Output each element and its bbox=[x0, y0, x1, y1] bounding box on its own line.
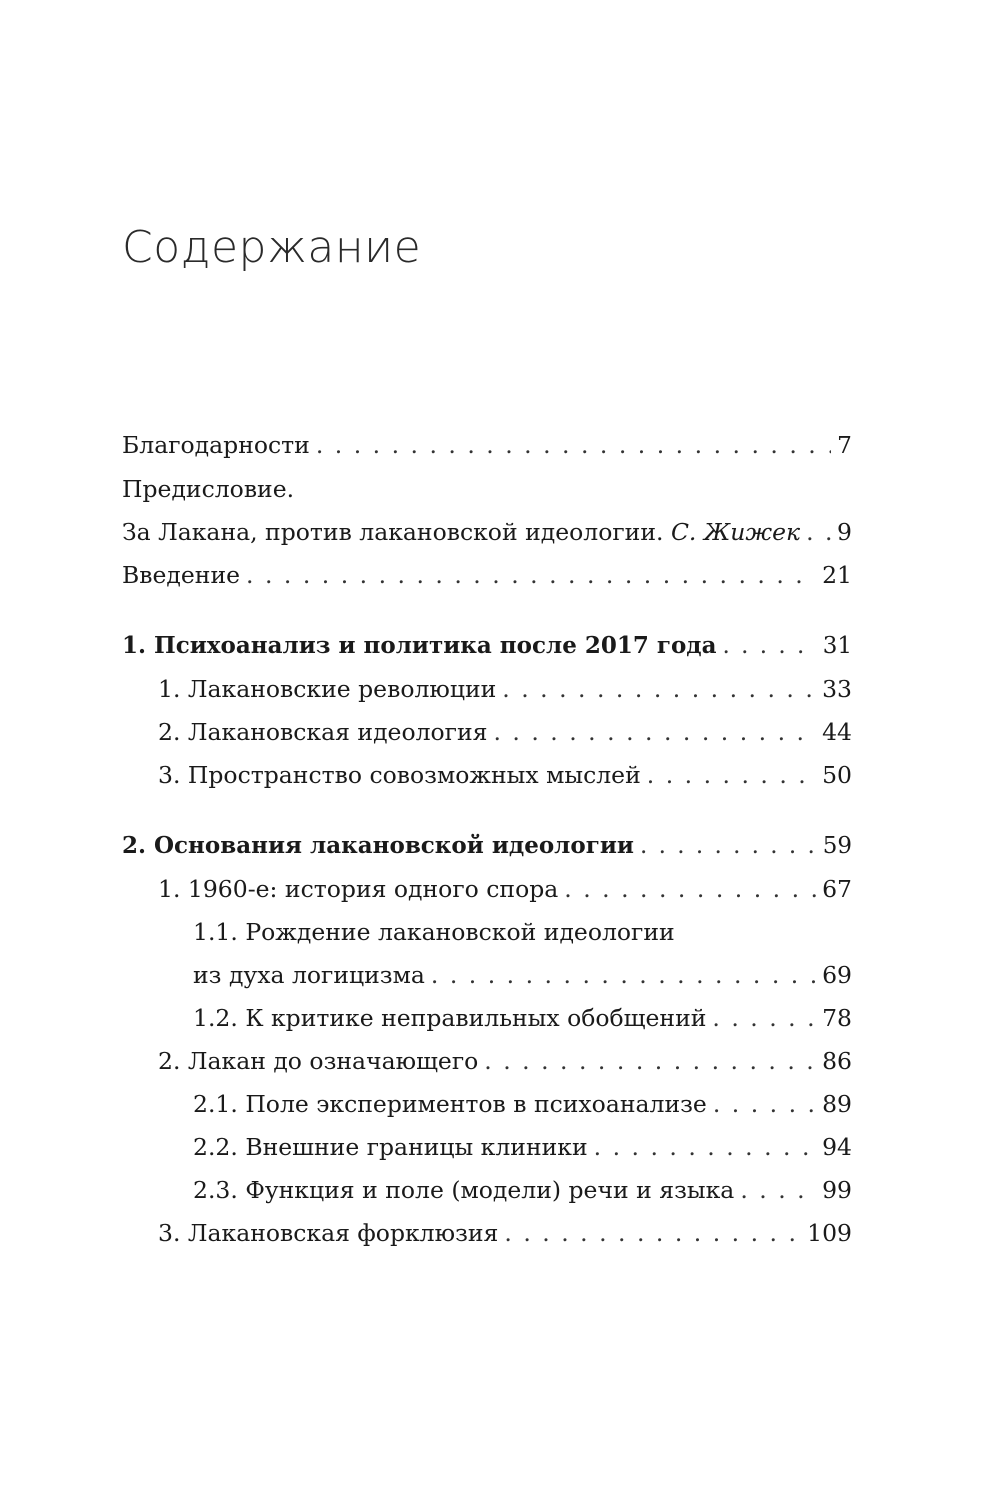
dot-leader bbox=[504, 1216, 801, 1250]
toc-subsection-2-1-1-line1: 1.1. Рождение лакановской идеологии bbox=[193, 918, 675, 946]
preface-author: С. Жижек bbox=[670, 518, 801, 546]
toc-page-number: 89 bbox=[822, 1090, 852, 1118]
toc-entry-acknowledgements[interactable] bbox=[122, 428, 852, 462]
toc-entry-label: 1. 1960-е: история одного спора bbox=[158, 875, 559, 903]
preface-title: За Лакана, против лакановской идеологии. bbox=[122, 518, 664, 546]
dot-leader bbox=[431, 958, 816, 992]
toc-section-1-2[interactable] bbox=[158, 715, 852, 749]
toc-chapter-2[interactable] bbox=[122, 829, 852, 863]
page-title: Содержание bbox=[122, 222, 422, 273]
toc-entry-label: 2. Лакан до означающего bbox=[158, 1047, 479, 1075]
toc-page-number: 44 bbox=[822, 718, 852, 746]
toc-page-number: 7 bbox=[837, 431, 852, 459]
toc-entry-label: 2.2. Внешние границы клиники bbox=[193, 1133, 588, 1161]
toc-chapter-1[interactable] bbox=[122, 629, 852, 663]
toc-entry-label: 3. Пространство совозможных мыслей bbox=[158, 761, 641, 789]
dot-leader bbox=[740, 1173, 816, 1207]
toc-page-number: 33 bbox=[822, 675, 852, 703]
toc-section-2-1[interactable] bbox=[158, 872, 852, 906]
toc-page-number: 99 bbox=[822, 1176, 852, 1204]
toc-page-number: 21 bbox=[822, 561, 852, 589]
dot-leader bbox=[806, 515, 831, 549]
dot-leader bbox=[502, 672, 816, 706]
toc-page-number: 69 bbox=[822, 961, 852, 989]
toc-page-number: 9 bbox=[837, 518, 852, 546]
toc-entry-label: Благодарности bbox=[122, 431, 310, 459]
dot-leader bbox=[564, 872, 816, 906]
toc-entry-introduction[interactable] bbox=[122, 558, 852, 592]
toc-entry-label: 2. Основания лакановской идеологии bbox=[122, 832, 634, 859]
toc-entry-label bbox=[122, 515, 800, 549]
dot-leader bbox=[316, 428, 831, 462]
dot-leader bbox=[246, 558, 816, 592]
toc-page-number: 109 bbox=[807, 1219, 852, 1247]
toc-entry-label: Введение bbox=[122, 561, 241, 589]
toc-subsection-2-2-1[interactable] bbox=[193, 1087, 852, 1121]
toc-section-2-2[interactable] bbox=[158, 1044, 852, 1078]
toc-subsection-2-1-2[interactable] bbox=[193, 1001, 852, 1035]
toc-entry-label: 1. Психоанализ и политика после 2017 года bbox=[122, 632, 717, 659]
toc-section-1-1[interactable] bbox=[158, 672, 852, 706]
dot-leader bbox=[723, 629, 817, 663]
toc-entry-label: из духа логицизма bbox=[193, 961, 425, 989]
toc-page-number: 78 bbox=[822, 1004, 852, 1032]
toc-subsection-2-2-2[interactable] bbox=[193, 1130, 852, 1164]
dot-leader bbox=[712, 1001, 816, 1035]
toc-page-number: 86 bbox=[822, 1047, 852, 1075]
toc-entry-label: 2. Лакановская идеология bbox=[158, 718, 488, 746]
dot-leader bbox=[594, 1130, 816, 1164]
dot-leader bbox=[713, 1087, 816, 1121]
toc-page-number: 50 bbox=[822, 761, 852, 789]
toc-subsection-2-1-1[interactable] bbox=[193, 958, 852, 992]
toc-entry-preface[interactable] bbox=[122, 515, 852, 549]
toc-entry-label: 1.2. К критике неправильных обобщений bbox=[193, 1004, 707, 1032]
toc-page-number: 31 bbox=[822, 633, 852, 659]
dot-leader bbox=[647, 758, 816, 792]
toc-entry-label: 2.1. Поле экспериментов в психоанализе bbox=[193, 1090, 707, 1118]
toc-entry-label: 1. Лакановские революции bbox=[158, 675, 497, 703]
toc-entry-label: 3. Лакановская форклюзия bbox=[158, 1219, 499, 1247]
toc-page-number: 67 bbox=[822, 875, 852, 903]
dot-leader bbox=[493, 715, 816, 749]
toc-preface-heading: Предисловие. bbox=[122, 475, 295, 503]
toc-page-number: 94 bbox=[822, 1133, 852, 1161]
toc-section-2-3[interactable] bbox=[158, 1216, 852, 1250]
dot-leader bbox=[484, 1044, 816, 1078]
toc-entry-label: 2.3. Функция и поле (модели) речи и языка bbox=[193, 1176, 735, 1204]
toc-subsection-2-2-3[interactable] bbox=[193, 1173, 852, 1207]
toc-section-1-3[interactable] bbox=[158, 758, 852, 792]
dot-leader bbox=[640, 829, 817, 863]
toc-page-number: 59 bbox=[822, 833, 852, 859]
